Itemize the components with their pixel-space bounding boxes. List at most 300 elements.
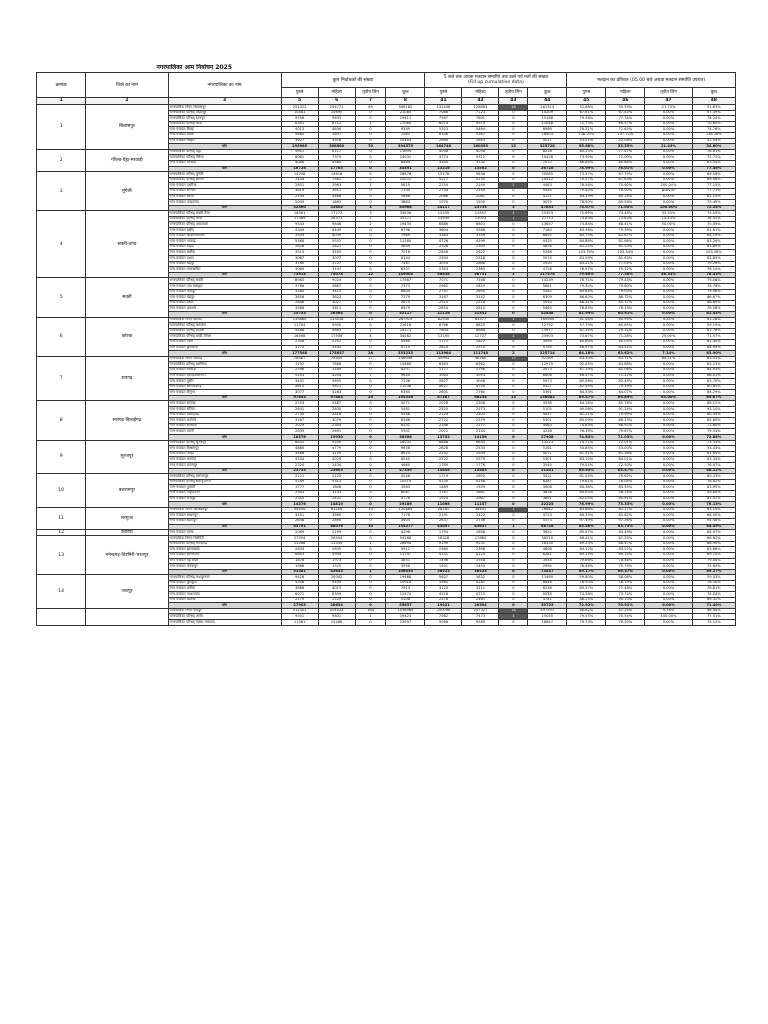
table-cell: 80.05% [606, 339, 645, 345]
table-cell: 7168 [462, 278, 499, 284]
table-cell: 81.83% [606, 256, 645, 262]
table-cell: 103.34% [606, 250, 645, 256]
table-cell: 5615 [281, 384, 318, 390]
municipality-name: नगर पंचायत अड़भार [168, 306, 281, 312]
table-cell: 16 [499, 608, 528, 614]
table-cell: 6635 [462, 440, 499, 446]
table-cell: 5277 [425, 177, 462, 183]
table-cell: 80.91% [606, 496, 645, 502]
table-cell: 5161 [528, 446, 567, 452]
total-cell: 69.17% [567, 569, 606, 575]
table-cell: 2069 [281, 530, 318, 536]
table-cell: 84.53% [567, 390, 606, 396]
table-cell: 19435 [386, 222, 425, 228]
table-cell: 12048 [528, 121, 567, 127]
table-cell: 79.66% [567, 558, 606, 564]
table-cell: 2072 [425, 429, 462, 435]
table-cell: 2144 [462, 429, 499, 435]
municipality-name: नगर पंचायत पत्थलगांव [168, 592, 281, 598]
table-cell: 0 [499, 116, 528, 122]
municipality-name: नगर पंचायत कोतबा [168, 597, 281, 603]
district-name: कोरिया [86, 530, 168, 536]
total-cell: 36923 [425, 569, 462, 575]
total-cell: 0 [355, 435, 386, 441]
table-cell: 6236 [528, 586, 567, 592]
table-cell: 5189 [281, 479, 318, 485]
table-cell: 2646 [281, 518, 318, 524]
municipality-name: नगरपालिका परिषद् गोबरा-नवापारा [168, 620, 281, 626]
table-cell: 82.25% [567, 244, 606, 250]
table-cell: 9131 [462, 541, 499, 547]
table-cell: 4726 [528, 267, 567, 273]
table-cell: 0 [499, 138, 528, 144]
total-cell: 15849 [425, 468, 462, 474]
table-cell: 53.85% [567, 446, 606, 452]
table-cell: 2851 [281, 183, 318, 189]
table-cell: 3628 [528, 490, 567, 496]
table-cell: 78.85% [567, 306, 606, 312]
table-cell: 5301 [386, 429, 425, 435]
municipality-name: नगर पंचायत मल्हार [168, 138, 281, 144]
table-cell: 1509 [462, 485, 499, 491]
table-cell: 10695 [318, 110, 355, 116]
table-cell: 1 [499, 507, 528, 513]
subheader-percent-female: महिला [606, 88, 645, 98]
table-cell: 11361 [281, 620, 318, 626]
table-cell: 2814 [318, 412, 355, 418]
table-cell: 0 [499, 256, 528, 262]
table-cell: 2199 [318, 530, 355, 536]
municipality-name: नगर पंचायत नवागढ़ [168, 239, 281, 245]
district-serial: 13 [37, 536, 86, 575]
table-cell: 19468 [386, 575, 425, 581]
table-cell: 5301 [528, 457, 567, 463]
table-cell: 267919 [386, 317, 425, 323]
table-cell: 0 [499, 194, 528, 200]
table-cell: 9833 [318, 116, 355, 122]
district-name: कोरबा [86, 317, 168, 356]
table-cell: 2249 [462, 183, 499, 189]
subheader-percent-male: पुरुष [567, 88, 606, 98]
table-cell: 69.56% [692, 172, 735, 178]
table-cell: 3451 [281, 513, 318, 519]
table-cell: 82.05% [567, 496, 606, 502]
table-cell: 3888 [281, 586, 318, 592]
table-cell: 3863 [386, 200, 425, 206]
total-cell: 58.33% [645, 272, 692, 278]
table-cell: 2654 [425, 306, 462, 312]
table-cell: 3786 [281, 284, 318, 290]
table-cell: 12535 [425, 211, 462, 217]
table-cell: 0 [499, 580, 528, 586]
table-cell: 0 [499, 306, 528, 312]
table-cell: 0 [355, 390, 386, 396]
table-cell: 4741 [528, 597, 567, 603]
table-cell: 7279 [386, 295, 425, 301]
total-cell: 13502 [462, 166, 499, 172]
municipality-name: नगर पंचायत राहौद [168, 244, 281, 250]
table-cell: 2487 [318, 401, 355, 407]
table-cell: 85.76% [606, 401, 645, 407]
table-cell: 0 [499, 597, 528, 603]
table-cell: 3532 [462, 160, 499, 166]
table-cell: 6061 [281, 155, 318, 161]
table-cell: 84.94% [692, 345, 735, 351]
table-cell: 0 [355, 490, 386, 496]
table-cell: 2465 [462, 597, 499, 603]
table-cell: 72.72% [692, 155, 735, 161]
municipality-name: नगर पंचायत सीतापुर [168, 518, 281, 524]
table-cell: 0 [355, 289, 386, 295]
table-cell: 83.22% [606, 547, 645, 553]
total-cell: 0.00% [645, 524, 692, 530]
table-cell: 79.55% [567, 614, 606, 620]
table-cell: 76.14% [692, 267, 735, 273]
table-cell: 1 [355, 121, 386, 127]
table-cell: 84.12% [567, 547, 606, 553]
table-cell: 6067 [386, 490, 425, 496]
table-cell: 2646 [425, 250, 462, 256]
district-serial: 8 [37, 401, 86, 440]
table-cell: 4029 [318, 457, 355, 463]
table-cell: 1822 [462, 339, 499, 345]
table-cell: 83.66% [692, 547, 735, 553]
table-cell: 2533 [462, 446, 499, 452]
table-cell: 0.00% [645, 401, 692, 407]
table-cell: 79.31% [606, 328, 645, 334]
total-cell: 0 [355, 502, 386, 508]
total-cell: 15 [499, 144, 528, 150]
district-serial: 7 [37, 356, 86, 401]
table-cell: 66.39% [567, 513, 606, 519]
table-cell: 0.00% [645, 440, 692, 446]
table-cell: 2066 [425, 194, 462, 200]
table-cell: 68.47% [606, 541, 645, 547]
table-cell: 0 [499, 490, 528, 496]
district-serial: 14 [37, 575, 86, 609]
table-cell: 79.38% [567, 116, 606, 122]
total-label: योग [168, 395, 281, 401]
table-cell: 0 [355, 256, 386, 262]
table-cell: 2734 [281, 412, 318, 418]
table-cell: 6360 [386, 390, 425, 396]
table-cell: 82.44% [606, 379, 645, 385]
total-cell: 47853 [528, 205, 567, 211]
table-cell: 12707 [462, 334, 499, 340]
table-cell: 9556 [281, 116, 318, 122]
table-cell: 4015 [318, 586, 355, 592]
table-cell: 60.95% [606, 317, 645, 323]
table-cell: 0 [355, 429, 386, 435]
column-number: 1 [37, 98, 86, 105]
table-cell: 9640 [386, 373, 425, 379]
municipality-name: नगर पंचायत चंद्रपुर [168, 295, 281, 301]
table-cell: 0 [499, 323, 528, 329]
table-cell: 9589 [462, 620, 499, 626]
table-cell: 0.00% [645, 496, 692, 502]
total-cell: 33405 [318, 205, 355, 211]
table-cell: 2 [499, 183, 528, 189]
district-name [86, 608, 168, 625]
table-cell: 1924 [425, 496, 462, 502]
total-label: योग [168, 502, 281, 508]
total-cell: 53381 [281, 569, 318, 575]
municipality-name: नगर पंचायत राजपुर [168, 496, 281, 502]
table-cell: 74.04% [692, 592, 735, 598]
table-cell: 11747 [386, 552, 425, 558]
municipality-name: नगर पंचायत मालखरौदा [168, 267, 281, 273]
table-cell: 78.42% [692, 216, 735, 222]
table-cell: 2628 [425, 446, 462, 452]
table-cell: 4151 [425, 552, 462, 558]
table-cell: 0.00% [645, 339, 692, 345]
municipality-name: नगर पंचायत खोंगापानी [168, 552, 281, 558]
table-cell: 76.93% [567, 580, 606, 586]
total-cell: 308660 [318, 144, 355, 150]
table-cell: 3611 [318, 306, 355, 312]
table-cell: 0.00% [645, 160, 692, 166]
table-cell: 1861 [462, 490, 499, 496]
table-cell: 524524 [318, 608, 355, 614]
table-cell: 0 [499, 222, 528, 228]
table-cell: 0 [355, 513, 386, 519]
table-cell: 2663 [462, 138, 499, 144]
table-cell: 0.00% [645, 295, 692, 301]
table-cell: 87.19% [567, 367, 606, 373]
table-cell: 0.00% [645, 518, 692, 524]
table-cell: 2304 [318, 423, 355, 429]
table-cell: 2830 [318, 407, 355, 413]
table-cell: 5875 [386, 300, 425, 306]
table-cell: 76.07% [692, 463, 735, 469]
table-cell: 17936 [318, 334, 355, 340]
total-cell: 12 [355, 272, 386, 278]
table-cell: 5235 [462, 177, 499, 183]
total-cell: 69.67% [692, 395, 735, 401]
table-cell: 67.61% [567, 110, 606, 116]
table-cell: 5821 [318, 384, 355, 390]
total-cell: 16728 [281, 166, 318, 172]
subheader-percent-total: कुल [692, 88, 735, 98]
table-cell: 3627 [281, 138, 318, 144]
election-sheet [36, 64, 736, 626]
table-cell: 2224 [281, 463, 318, 469]
table-cell: 0 [499, 451, 528, 457]
total-label: योग [168, 569, 281, 575]
total-cell: 76.01% [606, 166, 645, 172]
total-cell: 106035 [386, 569, 425, 575]
table-cell: 84.49% [606, 530, 645, 536]
table-cell: 0 [355, 300, 386, 306]
table-cell: 2601 [425, 390, 462, 396]
table-cell: 81.05% [567, 474, 606, 480]
table-cell: 0.00% [645, 407, 692, 413]
table-cell: 0 [355, 155, 386, 161]
table-cell: 7434 [281, 177, 318, 183]
table-cell: 1 [355, 451, 386, 457]
table-cell: 1570 [425, 200, 462, 206]
table-cell: 3044 [528, 558, 567, 564]
table-cell: 88.31% [567, 300, 606, 306]
municipality-name: नगर पंचायत खरौद [168, 228, 281, 234]
table-cell: 3860 [318, 513, 355, 519]
table-cell: 68.41% [606, 222, 645, 228]
table-cell: 0 [355, 362, 386, 368]
table-cell: 3774 [425, 155, 462, 161]
district-name: रायगढ़ [86, 356, 168, 401]
table-cell: 0 [499, 244, 528, 250]
table-cell: 79.61% [567, 479, 606, 485]
municipality-name: नगरपालिका परिषद् तखतपुर [168, 110, 281, 116]
table-cell: 86.72% [606, 295, 645, 301]
table-cell: 50.59% [606, 105, 645, 111]
table-cell: 0 [499, 485, 528, 491]
total-cell: 3 [355, 205, 386, 211]
table-cell: 61.28% [692, 317, 735, 323]
table-cell: 12975 [528, 362, 567, 368]
table-cell: 2431 [318, 496, 355, 502]
table-cell: 90.33% [606, 597, 645, 603]
table-cell: 0 [355, 323, 386, 329]
table-cell: 2962 [425, 284, 462, 290]
table-cell: 86.97% [567, 345, 606, 351]
table-cell: 9801 [318, 614, 355, 620]
table-cell: 67.43% [606, 110, 645, 116]
table-cell: 58.08% [606, 575, 645, 581]
table-cell: 5832 [462, 575, 499, 581]
table-cell: 11280 [386, 239, 425, 245]
table-cell: 2970 [462, 345, 499, 351]
total-cell: 55.68% [567, 144, 606, 150]
table-cell: 82.15% [692, 194, 735, 200]
total-cell: 32560 [281, 205, 318, 211]
table-cell: 0 [355, 474, 386, 480]
table-cell: 1719 [425, 474, 462, 480]
column-number-row [37, 98, 736, 105]
table-cell: 84.97% [692, 530, 735, 536]
table-cell: 0.00% [645, 228, 692, 234]
table-cell: 0 [355, 485, 386, 491]
total-cell: 71.03% [606, 435, 645, 441]
table-cell: 5093 [528, 300, 567, 306]
municipality-name: नगरपालिका परिषद् गौरेला [168, 155, 281, 161]
table-cell: 3573 [528, 367, 567, 373]
table-cell: 81.34% [567, 328, 606, 334]
table-cell: 12470 [386, 592, 425, 598]
table-cell: 9024 [318, 278, 355, 284]
table-cell: 0.00% [645, 490, 692, 496]
table-cell: 73.63% [606, 216, 645, 222]
table-cell: 3159 [318, 451, 355, 457]
total-cell: 73447 [528, 569, 567, 575]
table-cell: 2422 [462, 513, 499, 519]
table-cell: 0 [499, 446, 528, 452]
table-cell: 10512 [528, 177, 567, 183]
table-cell: 3540 [425, 160, 462, 166]
total-cell: 66.12% [692, 468, 735, 474]
table-cell: 3623 [318, 295, 355, 301]
total-cell: 175637 [318, 351, 355, 357]
table-cell: 2029 [281, 423, 318, 429]
total-cell: 2 [499, 272, 528, 278]
total-cell: 29186 [386, 502, 425, 508]
table-cell: 3142 [462, 295, 499, 301]
table-cell: 2637 [425, 518, 462, 524]
table-cell: 12792 [528, 323, 567, 329]
total-cell: 43637 [462, 524, 499, 530]
table-cell: 0.00% [645, 127, 692, 133]
table-cell: 80.80% [567, 339, 606, 345]
total-cell: 70.91% [606, 603, 645, 609]
municipality-name: नगर पंचायत डभरा [168, 256, 281, 262]
table-cell: 67.63% [606, 177, 645, 183]
table-cell: 53.43% [692, 446, 735, 452]
district-serial: 10 [37, 474, 86, 508]
total-cell: 24117 [425, 205, 462, 211]
table-cell: 80.85% [692, 384, 735, 390]
table-cell: 18371 [318, 216, 355, 222]
table-cell: 2125 [318, 474, 355, 480]
table-cell: 7018 [386, 250, 425, 256]
total-cell: 0 [499, 569, 528, 575]
table-cell: 74.44% [606, 211, 645, 217]
table-cell: 53.01% [567, 138, 606, 144]
table-cell: 7136 [386, 379, 425, 385]
table-cell: 3611 [318, 188, 355, 194]
table-cell: 0 [499, 110, 528, 116]
table-cell: 78.46% [606, 558, 645, 564]
table-cell: 2434 [281, 194, 318, 200]
total-cell: 52117 [386, 311, 425, 317]
table-cell: 0 [355, 412, 386, 418]
district-name: जशपुर [86, 575, 168, 609]
municipality-name: नगर पंचायत जैजैपुर [168, 289, 281, 295]
table-cell: 0.00% [645, 485, 692, 491]
total-cell: 43097 [425, 524, 462, 530]
total-cell: 58838 [425, 272, 462, 278]
table-cell: 0.00% [645, 513, 692, 519]
table-cell: 0.00% [645, 200, 692, 206]
table-cell: 0 [355, 127, 386, 133]
table-cell: 81.61% [692, 228, 735, 234]
table-cell: 11536 [386, 384, 425, 390]
total-cell: 111748 [462, 351, 499, 357]
table-cell: 0 [499, 479, 528, 485]
table-cell: 9327 [528, 384, 567, 390]
total-cell: 76.99% [567, 502, 606, 508]
total-cell: 39725 [528, 603, 567, 609]
table-cell: 79.06% [692, 278, 735, 284]
municipality-name: नगरपालिक निगम चिरमिरी [168, 536, 281, 542]
total-label: योग [168, 272, 281, 278]
total-cell: 21332 [462, 311, 499, 317]
total-cell: 74.07% [567, 205, 606, 211]
total-cell: 65791 [281, 524, 318, 530]
table-cell: 5544 [528, 188, 567, 194]
table-cell: 2434 [318, 463, 355, 469]
total-cell: 1 [355, 468, 386, 474]
municipality-name: नगर पंचायत सरिया [168, 407, 281, 413]
table-cell: 7913 [386, 586, 425, 592]
municipality-name: नगरपालिका परिषद् बांकी मोंगरा [168, 334, 281, 340]
district-name: गौरेला-पेंड्रा-मरवाही [86, 149, 168, 171]
table-cell: 0 [499, 339, 528, 345]
header-till-5pm-sub: (Fill up cumulative data) [467, 80, 524, 85]
municipality-name: नगर पंचायत लखनपुर [168, 513, 281, 519]
table-cell: 0 [355, 552, 386, 558]
municipality-name: नगरपालिका परिषद् सक्ती [168, 278, 281, 284]
table-cell: 6692 [528, 233, 567, 239]
